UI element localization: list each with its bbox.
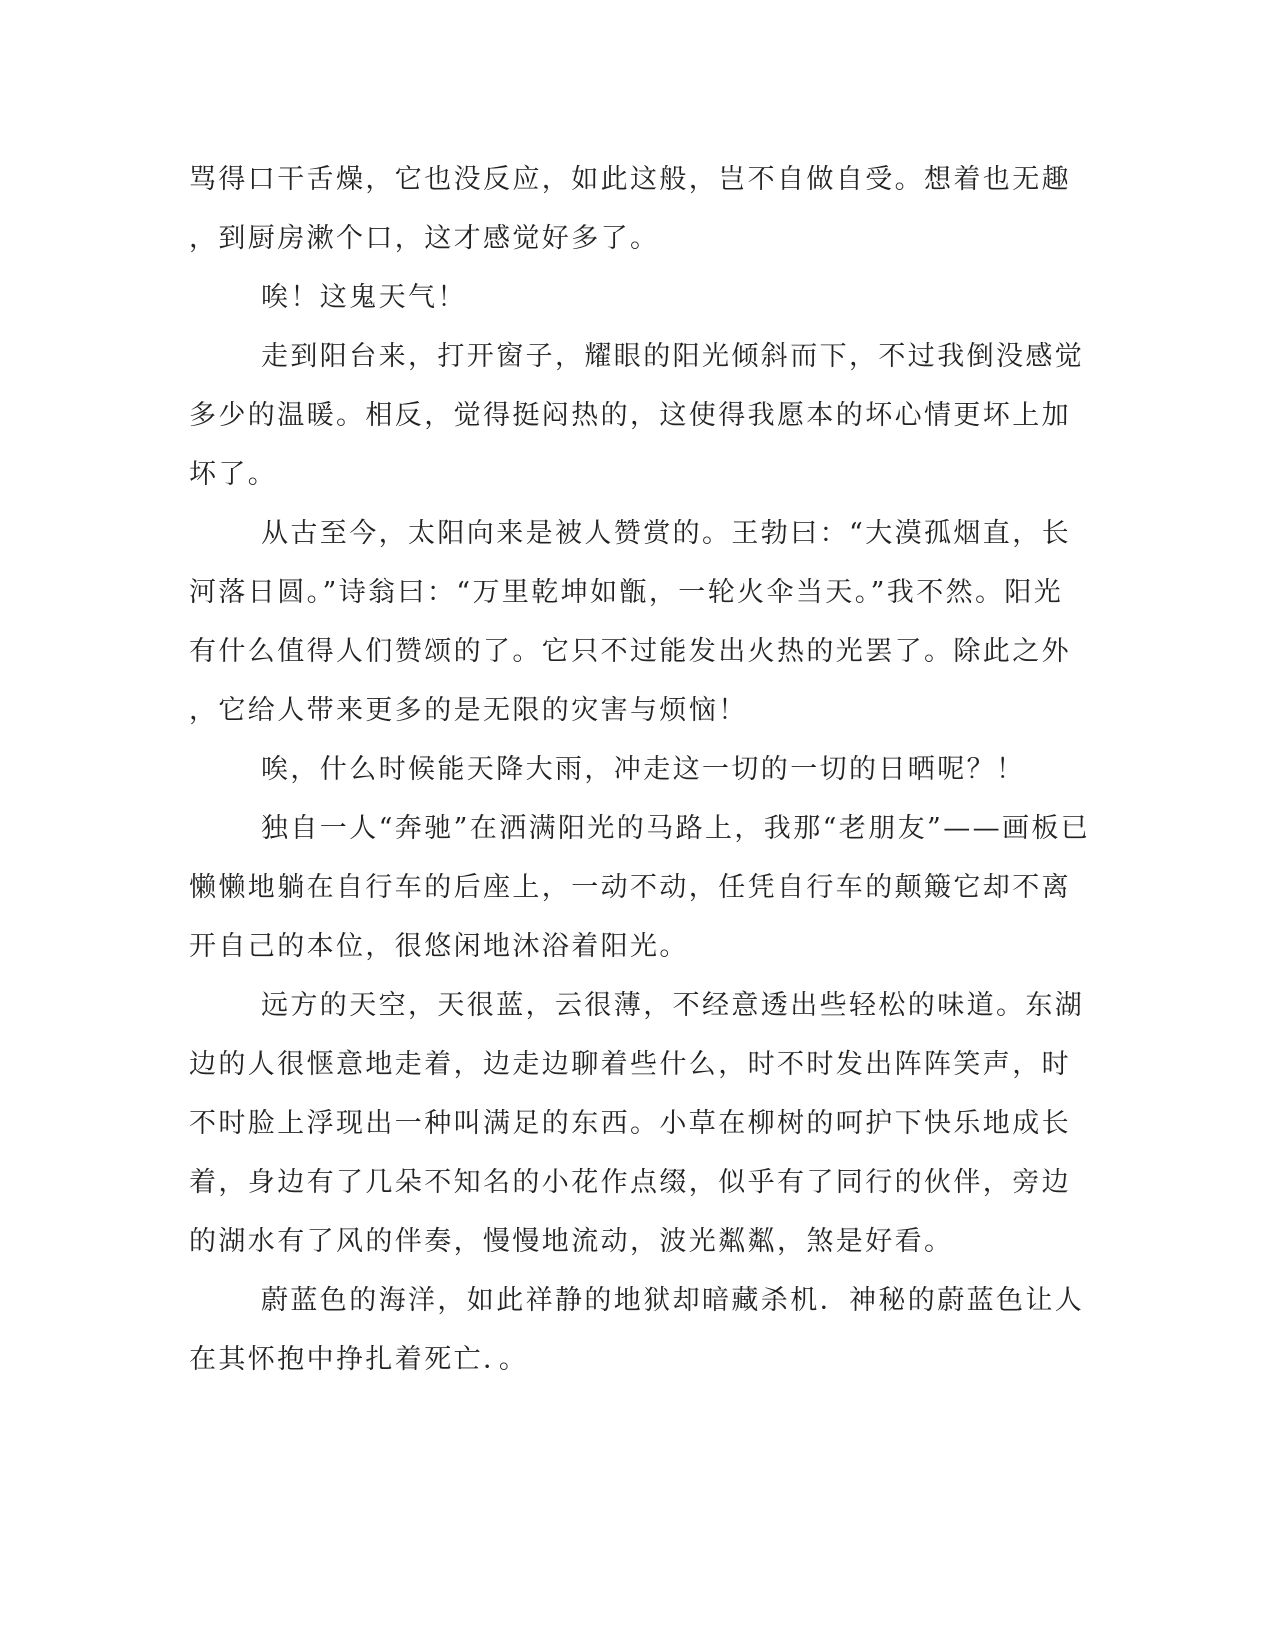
paragraph-start-line: 走到阳台来，打开窗子，耀眼的阳光倾斜而下，不过我倒没感觉	[261, 341, 1085, 372]
paragraph-start-line: 从古至今，太阳向来是被人赞赏的。王勃曰：“大漠孤烟直，长	[261, 518, 1072, 549]
paragraph-start-line: 远方的天空，天很蓝，云很薄，不经意透出些轻松的味道。东湖	[261, 990, 1085, 1021]
paragraph-start-line: 唉，什么时候能天降大雨，冲走这一切的一切的日晒呢？！	[261, 754, 1026, 785]
text-line: 的湖水有了风的伴奏，慢慢地流动，波光粼粼，煞是好看。	[189, 1226, 954, 1257]
text-line: 坏了。	[189, 459, 278, 490]
text-line: 不时脸上浮现出一种叫满足的东西。小草在柳树的呵护下快乐地成长	[189, 1108, 1071, 1139]
paragraph-start-line: 蔚蓝色的海洋，如此祥静的地狱却暗藏杀机．神秘的蔚蓝色让人	[261, 1285, 1085, 1316]
text-line: 有什么值得人们赞颂的了。它只不过能发出火热的光罢了。除此之外	[189, 636, 1071, 667]
paragraph-start-line: 独自一人“奔驰”在洒满阳光的马路上，我那“老朋友”——画板已	[261, 813, 1091, 844]
text-line: 在其怀抱中挣扎着死亡．。	[189, 1344, 529, 1375]
paragraph-start-line: 唉！这鬼天气！	[261, 282, 467, 313]
text-line: ，到厨房漱个口，这才感觉好多了。	[189, 223, 660, 254]
text-line: 骂得口干舌燥，它也没反应，如此这般，岂不自做自受。想着也无趣	[189, 164, 1071, 195]
text-line: 开自己的本位，很悠闲地沐浴着阳光。	[189, 931, 689, 962]
text-line: ，它给人带来更多的是无限的灾害与烦恼！	[189, 695, 748, 726]
text-line: 河落日圆。”诗翁曰：“万里乾坤如甑，一轮火伞当天。”我不然。阳光	[189, 577, 1064, 608]
text-line: 边的人很惬意地走着，边走边聊着些什么，时不时发出阵阵笑声，时	[189, 1049, 1071, 1080]
text-line: 多少的温暖。相反，觉得挺闷热的，这使得我愿本的坏心情更坏上加	[189, 400, 1071, 431]
text-line: 着，身边有了几朵不知名的小花作点缀，似乎有了同行的伙伴，旁边	[189, 1167, 1071, 1198]
text-line: 懒懒地躺在自行车的后座上，一动不动，任凭自行车的颠簸它却不离	[189, 872, 1071, 903]
